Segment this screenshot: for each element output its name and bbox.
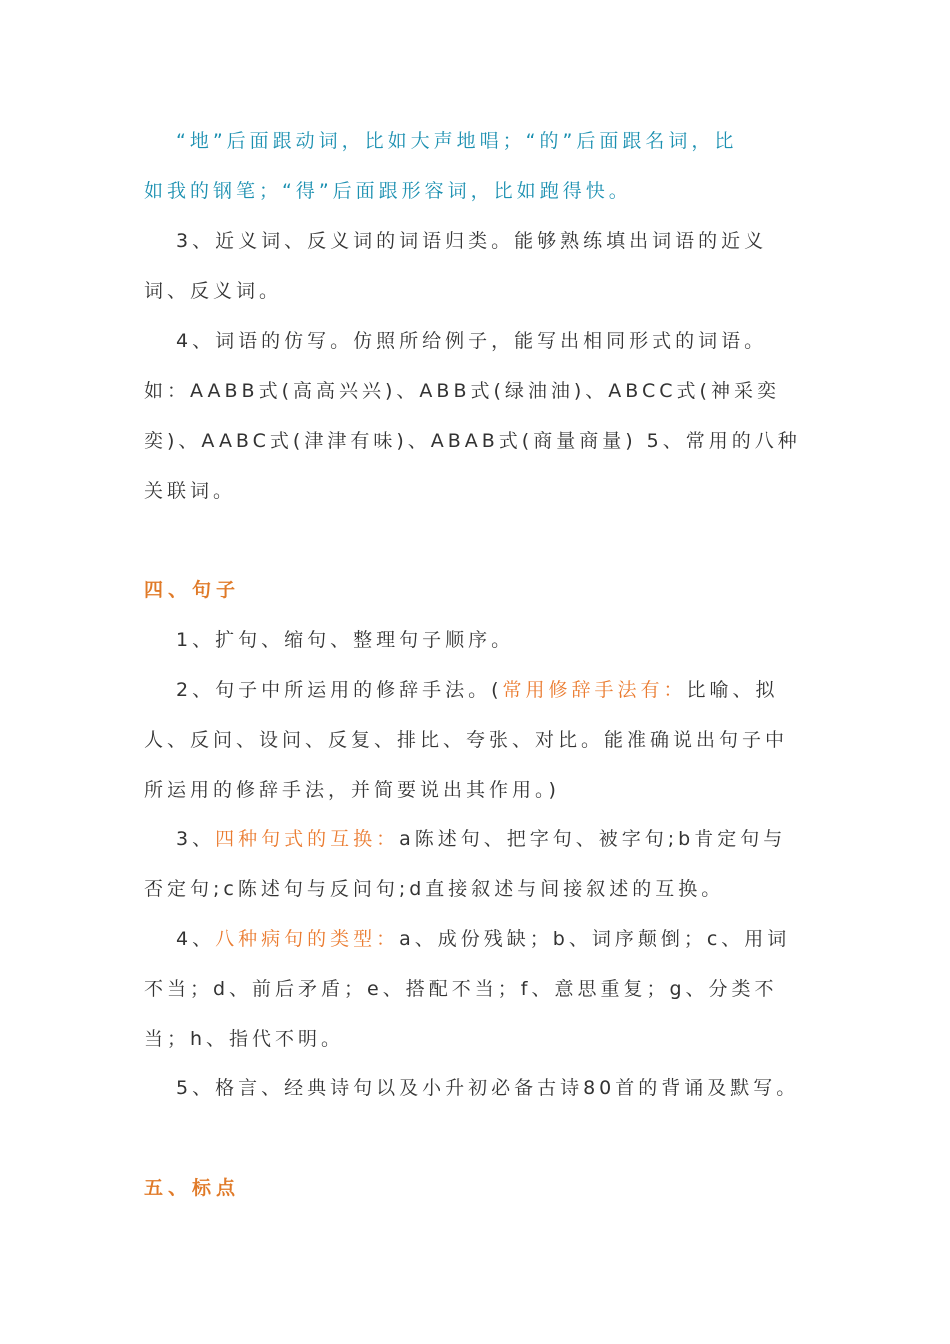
item-4-imitation-line-1: 4、词语的仿写。仿照所给例子，能写出相同形式的词语。 [176, 330, 768, 352]
rhetoric-highlight: 常用修辞手法有： [502, 679, 687, 701]
section-4-item-2-line-3: 所运用的修辞手法，并简要说出其作用。) [144, 779, 560, 801]
item-3-rest: a陈述句、把字句、被字句;b肯定句与 [399, 828, 787, 850]
item-3-prefix: 3、 [176, 828, 216, 850]
sentence-forms-highlight: 四种句式的互换： [215, 828, 400, 850]
item-3-synonyms-line-1: 3、近义词、反义词的词语归类。能够熟练填出词语的近义 [176, 230, 768, 252]
item-4-rest: a、成份残缺；b、词序颠倒；c、用词 [399, 928, 791, 950]
item-4-imitation-line-4: 关联词。 [144, 480, 237, 502]
section-4-item-2-line-1 [176, 677, 779, 703]
item-2-prefix: 2、句子中所运用的修辞手法。( [176, 679, 503, 701]
item-4-imitation-line-3: 奕)、AABC式(津津有味)、ABAB式(商量商量) 5、常用的八种 [144, 430, 801, 452]
de-usage-note-line-2: 如我的钢笔；“得”后面跟形容词，比如跑得快。 [144, 180, 632, 202]
item-4-imitation-line-2: 如：AABB式(高高兴兴)、ABB式(绿油油)、ABCC式(神采奕 [144, 380, 780, 402]
item-4-prefix: 4、 [176, 928, 216, 950]
section-4-item-2-line-2: 人、反问、设问、反复、排比、夸张、对比。能准确说出句子中 [144, 729, 789, 751]
section-4-item-5: 5、格言、经典诗句以及小升初必备古诗80首的背诵及默写。 [176, 1077, 800, 1099]
section-4-heading: 四、句子 [144, 579, 241, 601]
section-4-item-3-line-2: 否定句;c陈述句与反问句;d直接叙述与间接叙述的互换。 [144, 878, 725, 900]
section-4-item-4-line-2: 不当；d、前后矛盾；e、搭配不当；f、意思重复；g、分类不 [144, 978, 778, 1000]
section-4-item-4-line-3: 当；h、指代不明。 [144, 1028, 345, 1050]
section-4-item-3-line-1 [176, 826, 786, 852]
section-4-item-1: 1、扩句、缩句、整理句子顺序。 [176, 629, 515, 651]
item-3-synonyms-line-2: 词、反义词。 [144, 280, 283, 302]
section-5-heading: 五、标点 [144, 1177, 241, 1199]
faulty-sentence-highlight: 八种病句的类型： [215, 928, 400, 950]
item-2-rest: 比喻、拟 [686, 679, 779, 701]
section-4-item-4-line-1 [176, 926, 790, 952]
de-usage-note-line-1: “地”后面跟动词，比如大声地唱；“的”后面跟名词，比 [176, 130, 738, 152]
